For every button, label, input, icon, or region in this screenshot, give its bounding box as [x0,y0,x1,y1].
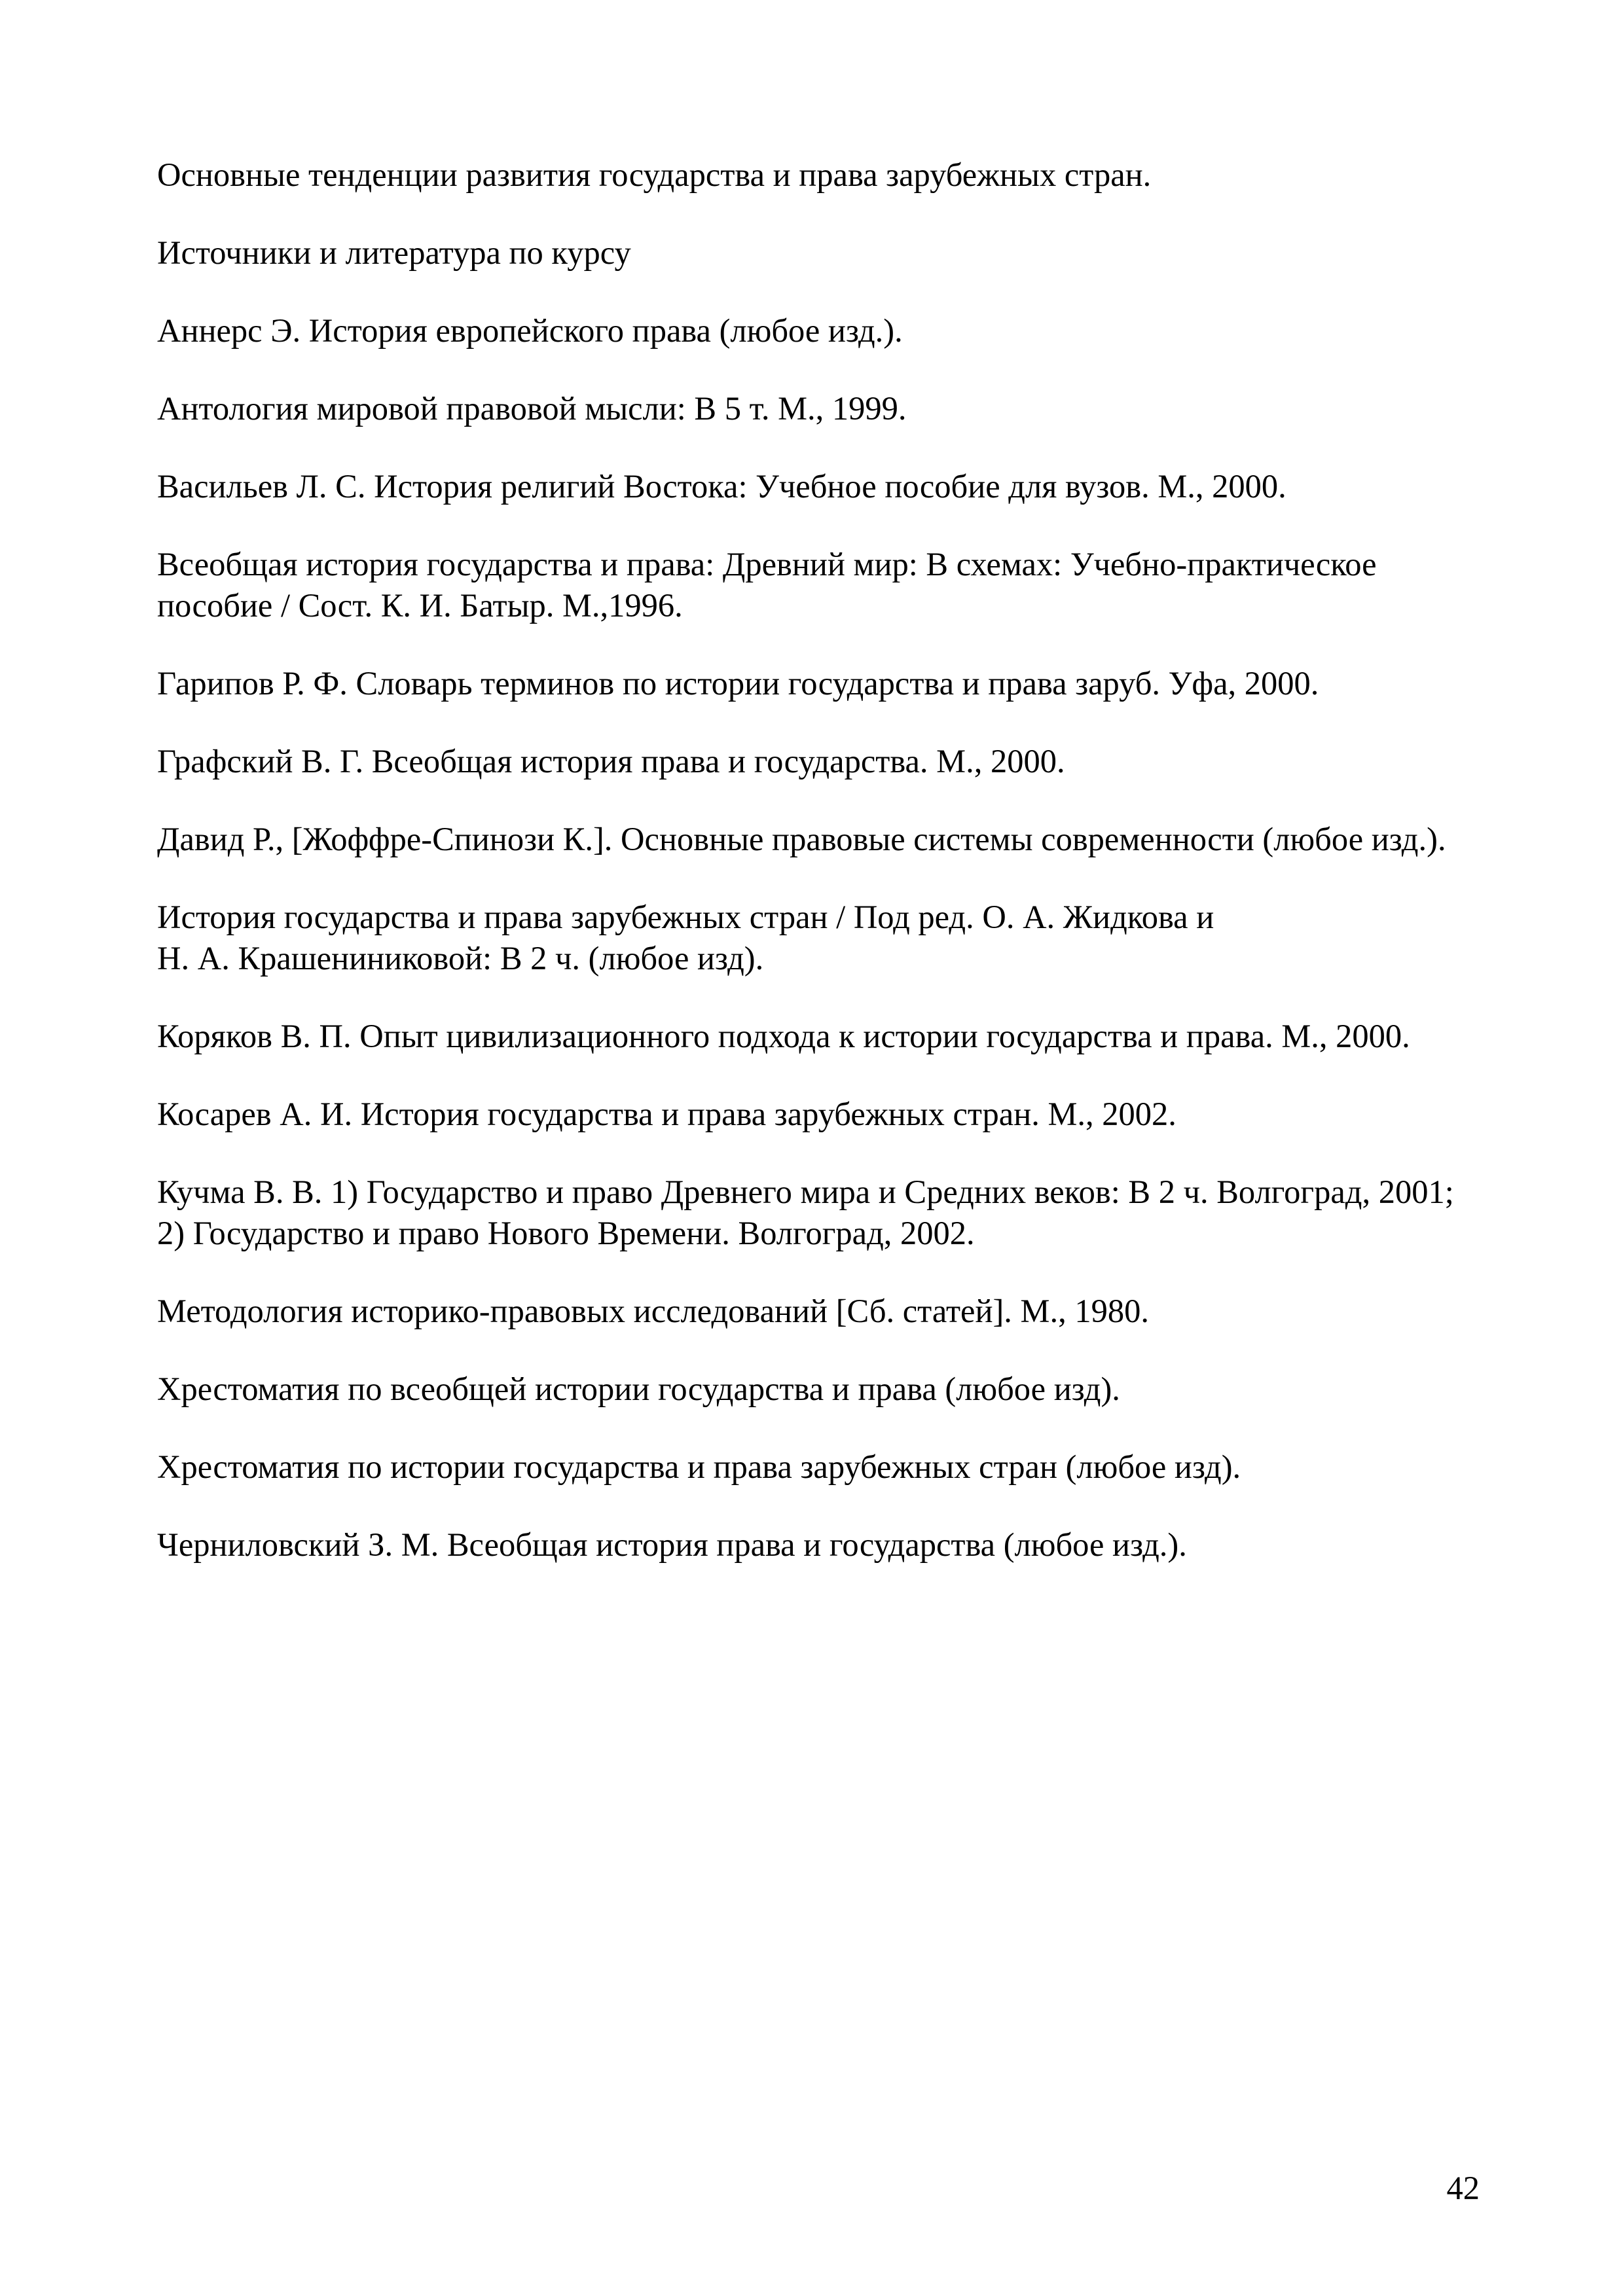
reference-line: Васильев Л. С. История религий Востока: Учебное пособие для вузов. М., 2000. [157,468,1286,505]
reference-entry [157,1016,1493,1057]
reference-entry [157,897,1493,979]
reference-line: Н. А. Крашениниковой: В 2 ч. (любое изд). [157,940,764,977]
reference-entry [157,388,1493,429]
reference-line: пособие / Сост. К. И. Батыр. М.,1996. [157,587,683,624]
reference-line: Кучма В. В. 1) Государство и право Древнего мира и Средних веков: В 2 ч. Волгоград, 2001; [157,1174,1454,1210]
reference-line: Гарипов Р. Ф. Словарь терминов по истории государства и права заруб. Уфа, 2000. [157,665,1319,702]
reference-entry [157,310,1493,351]
reference-line: Хрестоматия по истории государства и права зарубежных стран (любое изд). [157,1448,1241,1485]
section-heading: Источники и литература по курсу [157,234,631,271]
reference-line: Графский В. Г. Всеобщая история права и государства. М., 2000. [157,743,1065,780]
reference-line: Методология историко-правовых исследований [Сб. статей]. М., 1980. [157,1293,1149,1329]
page-content [157,154,1493,1566]
reference-entry [157,663,1493,704]
reference-line: Косарев А. И. История государства и права зарубежных стран. М., 2002. [157,1096,1176,1132]
reference-entry [157,819,1493,860]
reference-entry [157,1446,1493,1488]
reference-entry [157,1524,1493,1566]
reference-line: История государства и права зарубежных стран / Под ред. О. А. Жидкова и [157,899,1214,935]
reference-entry [157,1291,1493,1332]
reference-line: Давид Р., [Жоффре-Спинози К.]. Основные правовые системы современности (любое изд.). [157,821,1446,857]
reference-entry [157,741,1493,782]
reference-line: Аннерс Э. История европейского права (любое изд.). [157,312,903,349]
reference-entry [157,1369,1493,1410]
reference-entry [157,544,1493,626]
reference-line: 2) Государство и право Нового Времени. Волгоград, 2002. [157,1215,975,1251]
reference-line: Коряков В. П. Опыт цивилизационного подхода к истории государства и права. М., 2000. [157,1018,1410,1054]
page-number: 42 [1446,2170,1480,2206]
reference-line: Антология мировой правовой мысли: В 5 т. М., 1999. [157,390,907,427]
reference-entry [157,1094,1493,1135]
reference-entry [157,466,1493,507]
topic-line: Основные тенденции развития государства и права зарубежных стран. [157,156,1152,193]
reference-line: Хрестоматия по всеобщей истории государства и права (любое изд). [157,1371,1120,1407]
reference-line: Всеобщая история государства и права: Древний мир: В схемах: Учебно-практическое [157,546,1377,583]
reference-entry [157,1172,1493,1254]
reference-line: Черниловский З. М. Всеобщая история права и государства (любое изд.). [157,1526,1187,1563]
